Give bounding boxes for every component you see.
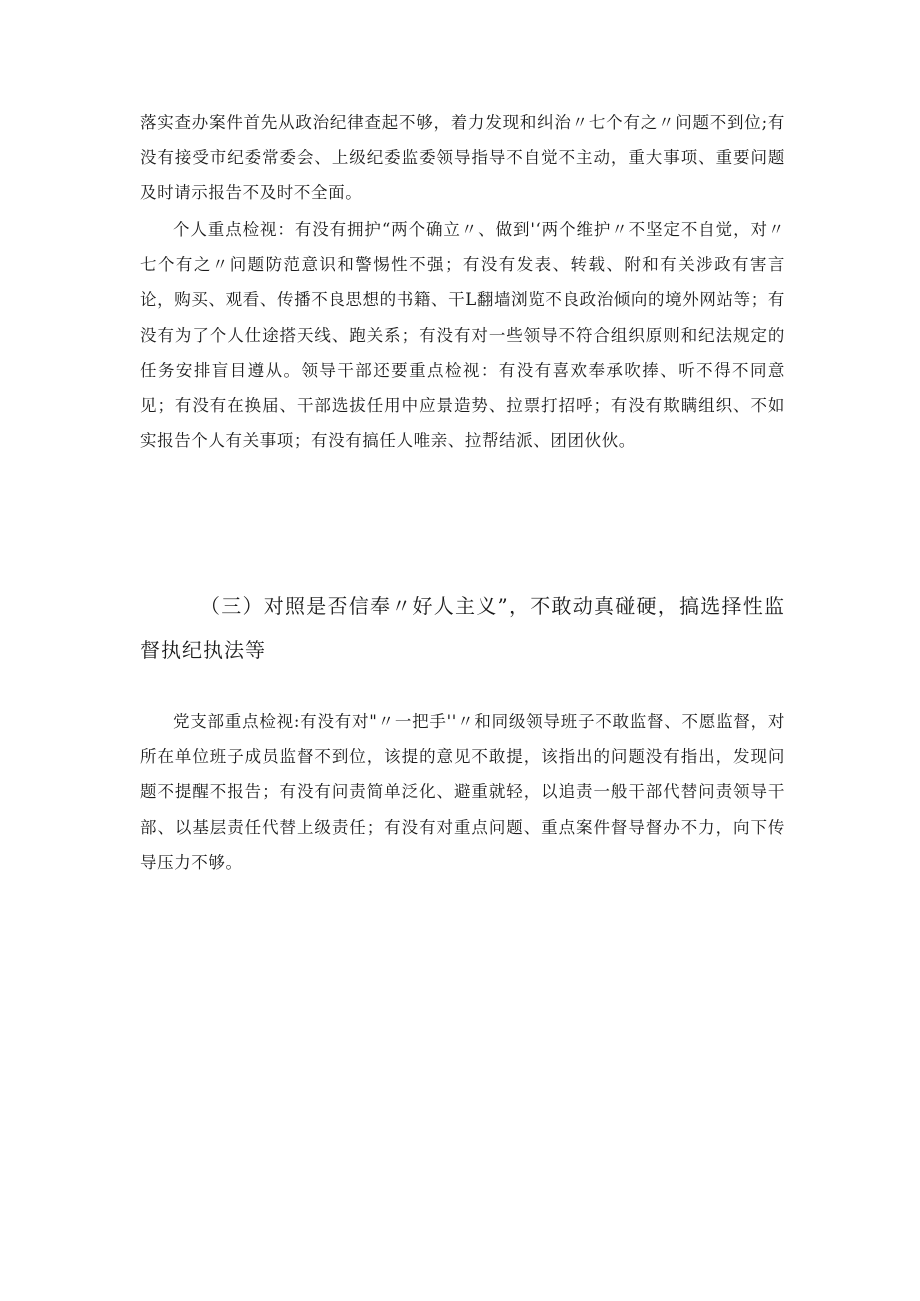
section-heading-3: （三）对照是否信奉〃好人主义”，不敢动真碰硬，搞选择性监督执纪执法等	[140, 594, 785, 662]
body-paragraph-1: 落实查办案件首先从政治纪律查起不够，着力发现和纠治〃七个有之〃问题不到位;有没有接受市纪委常委会、上级纪委监委领导指导不自觉不主动，重大事项、重要问题及时请示报告不及时不全面。	[140, 113, 785, 203]
body-paragraph-personal-review: 个人重点检视：有没有拥护“两个确立〃、做到'‘两个维护〃不坚定不自觉，对〃七个有之〃问题防范意识和警惕性不强；有没有发表、转载、附和有关涉政有害言论，购买、观看、传播不良思想的书籍、干L翻墙浏览不良政治倾向的境外网站等；有没有为了个人仕途搭天线、跑关系；有没有对一些领导不符合组织原则和纪法规定的任务安排盲目遵从。领导干部还要重点检视：有没有喜欢奉承吹捧、听不得不同意见；有没有在换届、干部选拔任用中应景造势、拉票打招呼；有没有欺瞒组织、不如实报告个人有关事项；有没有搞任人唯亲、拉帮结派、团团伙伙。	[140, 220, 785, 451]
body-paragraph-party-branch-review: 党支部重点检视:有没有对"〃一把手''〃和同级领导班子不敢监督、不愿监督，对所在单位班子成员监督不到位，该提的意见不敢提，该指出的问题没有指出，发现问题不提醒不报告；有没有问责简单泛化、避重就轻，以追责一般干部代替问责领导干部、以基层责任代替上级责任；有没有对重点问题、重点案件督导督办不力，向下传导压力不够。	[140, 712, 785, 872]
